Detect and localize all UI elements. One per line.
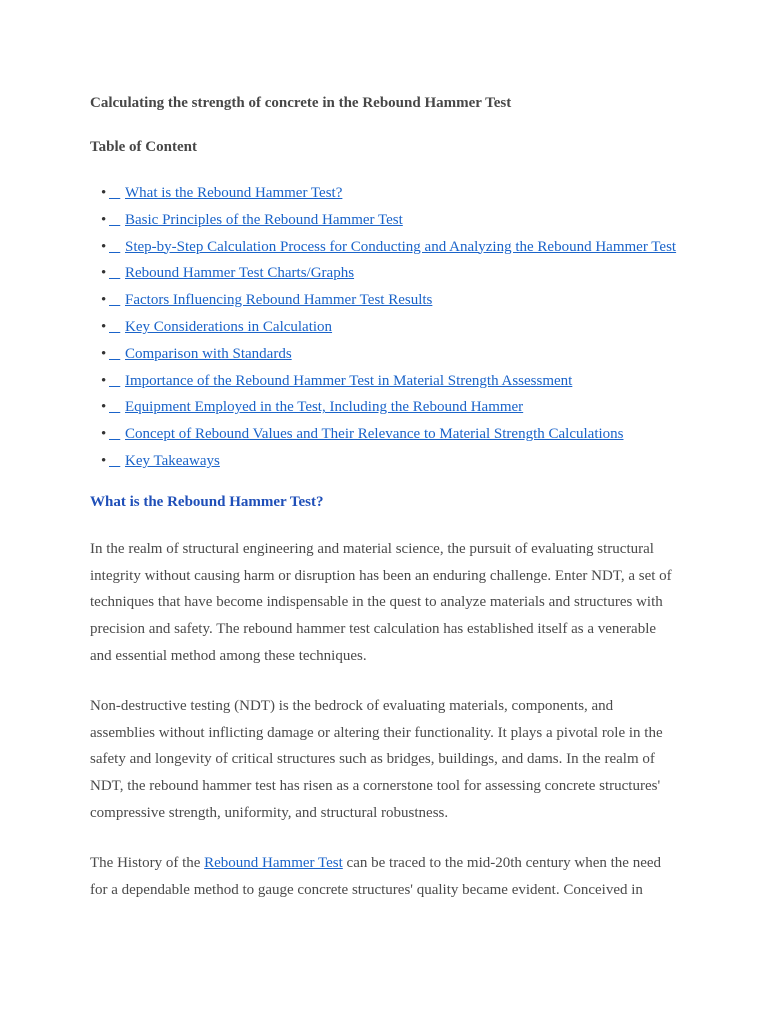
link-underline-lead (109, 314, 125, 341)
link-underline-lead (109, 180, 125, 207)
toc-link-what-is[interactable]: What is the Rebound Hammer Test? (125, 185, 343, 201)
toc-item (90, 341, 680, 368)
link-underline-lead (109, 448, 125, 475)
toc-heading: Table of Content (90, 139, 197, 155)
document-title: Calculating the strength of concrete in the Rebound Hammer Test (90, 95, 512, 111)
link-underline-lead (109, 421, 125, 448)
link-underline-lead (109, 341, 125, 368)
paragraph-history-end: can be traced to the mid-20th century when the need for a dependable method to gauge concrete structures' quality became evident. Conceived in (90, 854, 662, 898)
link-underline-lead (109, 287, 125, 314)
bullet-icon: • (101, 452, 107, 469)
bullet-icon: • (101, 185, 107, 201)
section-heading: What is the Rebound Hammer Test? (90, 493, 324, 510)
toc-item (90, 287, 680, 314)
bullet-icon: • (101, 345, 107, 362)
toc-item (90, 421, 680, 448)
link-underline-lead (109, 234, 125, 261)
rebound-hammer-test-link[interactable]: Rebound Hammer Test (204, 854, 343, 871)
link-underline-lead (109, 394, 125, 421)
bullet-icon: • (101, 211, 107, 228)
toc-link-equipment[interactable]: Equipment Employed in the Test, Including the Rebound Hammer (125, 399, 524, 416)
toc-item (90, 448, 680, 475)
toc-item (90, 234, 680, 261)
toc-link-factors[interactable]: Factors Influencing Rebound Hammer Test Results (125, 292, 433, 309)
toc-link-basic-principles[interactable]: Basic Principles of the Rebound Hammer Test (125, 211, 403, 228)
toc-link-calculation-process[interactable]: Step-by-Step Calculation Process for Conducting and Analyzing the Rebound Hammer Test (125, 238, 677, 255)
link-underline-lead (109, 368, 125, 395)
bullet-icon: • (101, 318, 107, 335)
bullet-icon: • (101, 426, 107, 443)
toc-item (90, 314, 680, 341)
toc-link-key-takeaways[interactable]: Key Takeaways (125, 452, 220, 469)
toc-link-rebound-values[interactable]: Concept of Rebound Values and Their Relevance to Material Strength Calculations (125, 426, 624, 443)
toc-item (90, 260, 680, 287)
paragraph-ndt: Non-destructive testing (NDT) is the bedrock of evaluating materials, components, and assemblies without inflicting damage or altering their functionality. It plays a pivotal role in the safety and longevity of critical structures such as bridges, buildings, and dams. In the realm of NDT, the rebound hammer test has risen as a cornerstone tool for assessing concrete structures' compressive strength, uniformity, and structural robustness. (90, 697, 663, 821)
bullet-icon: • (101, 265, 107, 282)
toc-item (90, 394, 680, 421)
bullet-icon: • (101, 399, 107, 416)
link-underline-lead (109, 207, 125, 234)
paragraph-history (90, 850, 680, 904)
bullet-icon: • (101, 238, 107, 255)
table-of-contents (90, 180, 680, 475)
bullet-icon: • (101, 372, 107, 389)
toc-link-key-considerations[interactable]: Key Considerations in Calculation (125, 318, 333, 335)
document-content (90, 92, 680, 903)
toc-item (90, 180, 680, 207)
toc-item (90, 368, 680, 395)
bullet-icon: • (101, 292, 107, 309)
toc-link-importance[interactable]: Importance of the Rebound Hammer Test in Material Strength Assessment (125, 372, 573, 389)
link-underline-lead (109, 260, 125, 287)
toc-link-charts-graphs[interactable]: Rebound Hammer Test Charts/Graphs (125, 265, 355, 282)
paragraph-intro: In the realm of structural engineering and material science, the pursuit of evaluating structural integrity without causing harm or disruption has been an enduring challenge. Enter NDT, a set of techniques that have become indispensable in the quest to analyze materials and structures with precision and safety. The rebound hammer test calculation has established itself as a venerable and essential method among these techniques. (90, 540, 672, 664)
toc-link-comparison[interactable]: Comparison with Standards (125, 345, 292, 362)
paragraph-history-start: The History of the (90, 854, 205, 871)
toc-item (90, 207, 680, 234)
